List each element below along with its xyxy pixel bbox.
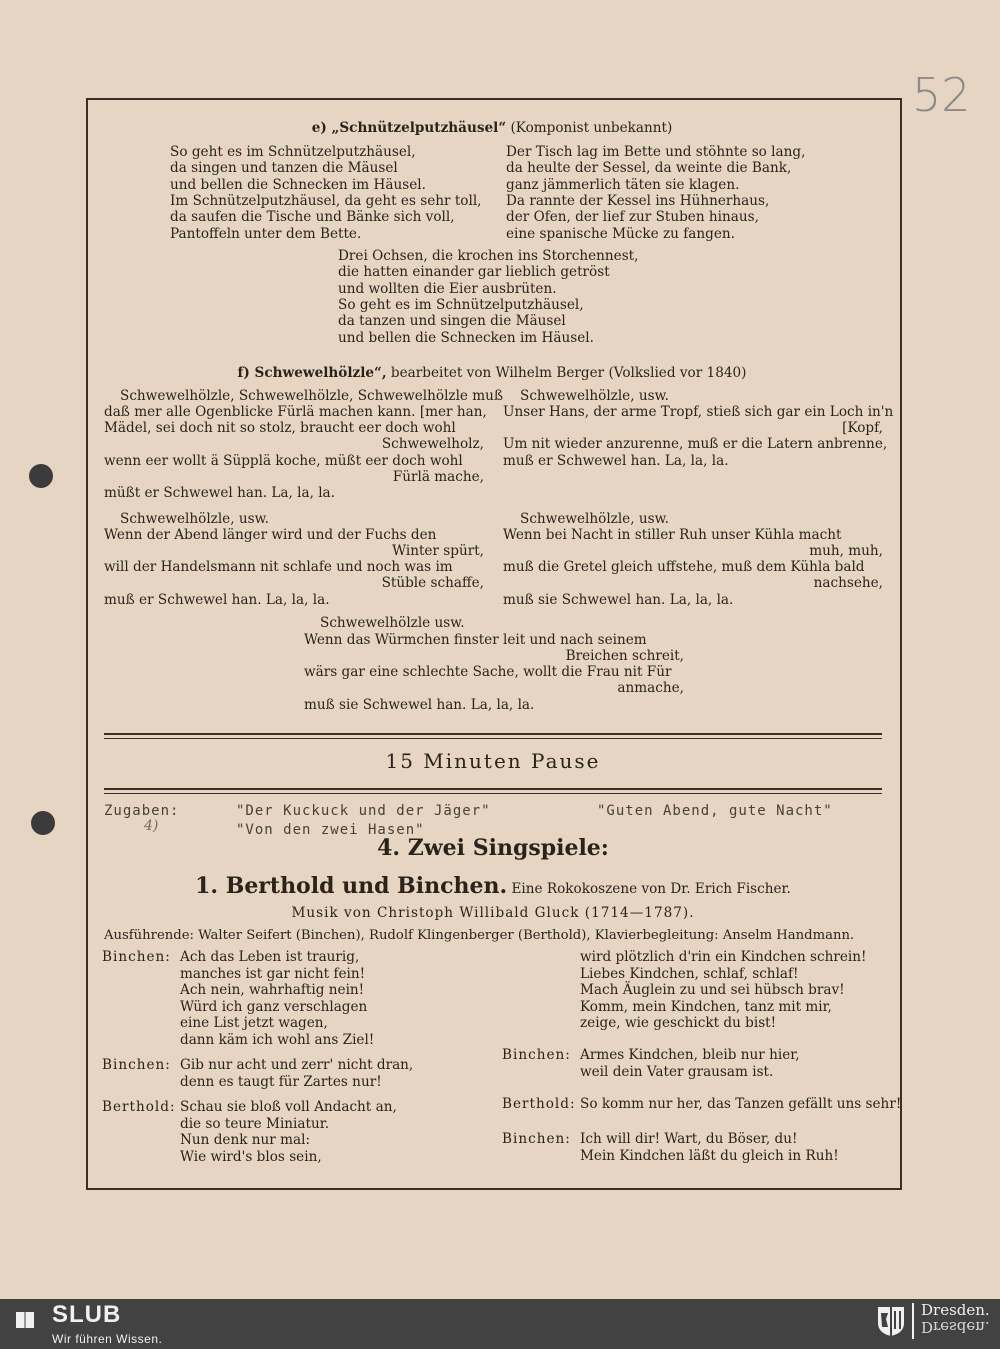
music-credit: Musik von Christoph Willibald Gluck (1714—1787). [291,905,695,921]
dialogue-line: So komm nur her, das Tanzen gefällt uns sehr! [580,1096,902,1112]
f-verse2-line: [Kopf, [842,420,883,436]
f-verse4-line: Schwewelhölzle, usw. [520,511,669,527]
dialogue-line: Liebes Kindchen, schlaf, schlaf! [580,965,799,982]
f-verse3-line: Schwewelhölzle, usw. [120,511,269,527]
slub-tagline: Wir führen Wissen. [52,1332,163,1346]
verse-line: und bellen die Schnecken im Häusel. [338,329,594,346]
verse-line: So geht es im Schnützelputzhäusel, [338,296,584,313]
verse-line: da singen und tanzen die Mäusel [170,160,398,177]
f-verse5-line: Wenn das Würmchen finster leit und nach seinem [304,632,647,648]
piece-title: 1. Berthold und Binchen. [195,873,508,899]
dialogue-line: weil dein Vater grausam ist. [580,1063,774,1080]
dialogue-line: Armes Kindchen, bleib nur hier, [580,1047,800,1063]
f-verse1-line: daß mer alle Ogenblicke Fürlä machen kann. [mer han, [104,404,487,420]
f-verse3-line: Stüble schaffe, [381,575,484,591]
piece-subtitle: Eine Rokokoszene von Dr. Erich Fischer. [511,881,791,897]
dresden-coat-of-arms-icon [876,1305,906,1337]
f-verse5-line: muß sie Schwewel han. La, la, la. [304,697,535,713]
f-verse2-line: Unser Hans, der arme Tropf, stieß sich gar ein Loch in'n [503,404,894,420]
verse-line: Der Tisch lag im Bette und stöhnte so lang, [506,144,806,160]
verse-line: da tanzen und singen die Mäusel [338,313,566,330]
verse-line: da heulte der Sessel, da weinte die Bank, [506,160,792,177]
verse-line: Da rannte der Kessel ins Hühnerhaus, [506,192,770,209]
dialogue-line: die so teure Miniatur. [180,1115,330,1132]
dialogue-line: Mein Kindchen läßt du gleich in Ruh! [580,1147,839,1164]
f-verse3-line: muß er Schwewel han. La, la, la. [104,592,330,608]
dialogue-line: Wie wird's blos sein, [180,1148,322,1165]
f-verse2-line: Schwewelhölzle, usw. [520,388,669,404]
speaker-label: Binchen: [102,1057,171,1073]
f-verse4-line: muß die Gretel gleich uffstehe, muß dem Kühla bald [503,559,865,575]
section-e-subtitle: (Komponist unbekannt) [510,120,673,136]
section-f-title: f) Schwewelhölzle“, [237,365,387,381]
f-verse1-line: müßt er Schwewel han. La, la, la. [104,485,335,501]
f-verse3-line: Winter spürt, [392,543,484,559]
speaker-label: Berthold: [502,1096,576,1112]
verse-line: ganz jämmerlich täten sie klagen. [506,176,740,193]
verse-line: und bellen die Schnecken im Häusel. [170,176,426,193]
dialogue-line: eine List jetzt wagen, [180,1015,328,1032]
f-verse4-line: Wenn bei Nacht in stiller Ruh unser Kühla macht [503,527,842,543]
book-icon [14,1309,36,1331]
f-verse2-line: Um nit wieder anzurenne, muß er die Latern anbrenne, [503,436,888,452]
section-e-heading [104,120,880,136]
speaker-label: Berthold: [102,1099,176,1115]
zugabe-item: "Von den zwei Hasen" [236,822,425,838]
dialogue-line: Schau sie bloß voll Andacht an, [180,1099,397,1115]
verse-line: Drei Ochsen, die krochen ins Storchennest, [338,248,639,264]
dialogue-line: Mach Äuglein zu und sei hübsch brav! [580,982,845,999]
f-verse1-line: wenn eer wollt ä Süpplä koche, müßt eer doch wohl [104,453,463,469]
slub-brand: SLUB [52,1301,122,1328]
verse-line: Pantoffeln unter dem Bette. [170,225,362,242]
section-e-title: e) „Schnützelputzhäusel“ [311,120,507,136]
piece-heading [104,872,882,900]
dialogue-line: wird plötzlich d'rin ein Kindchen schrein! [580,949,867,965]
divider-top [104,733,882,739]
speaker-label: Binchen: [502,1047,571,1063]
dialogue-line: Ich will dir! Wart, du Böser, du! [580,1131,798,1147]
dialogue-line: Komm, mein Kindchen, tanz mit mir, [580,998,832,1015]
page-number: 52 [912,68,971,122]
dialogue-line: Würd ich ganz verschlagen [180,998,368,1015]
f-verse1-line: Fürlä mache, [392,469,484,485]
verse-line: die hatten einander gar lieblich getröst [338,264,610,281]
verse-line: und wollten die Eier ausbrüten. [338,280,557,297]
footer-bar [0,1299,1000,1349]
dialogue-line: Gib nur acht und zerr' nicht dran, [180,1057,414,1073]
verse-line: da saufen die Tische und Bänke sich voll, [170,209,455,226]
section-f-subtitle: bearbeitet von Wilhelm Berger (Volkslied vor 1840) [390,365,747,381]
performers: Ausführende: Walter Seifert (Binchen), Rudolf Klingenberger (Berthold), Klavierbegleitung: Anselm Handmann. [104,928,855,943]
verse-line: So geht es im Schnützelputzhäusel, [170,144,416,160]
dialogue-line: manches ist gar nicht fein! [180,965,366,982]
f-verse4-line: muh, muh, [809,543,883,559]
punch-hole [29,464,53,488]
punch-hole [31,811,55,835]
f-verse1-line: Mädel, sei doch nit so stolz, braucht eer doch wohl [104,420,456,436]
f-verse4-line: muß sie Schwewel han. La, la, la. [503,592,734,608]
f-verse5-line: anmache, [617,680,684,696]
zugaben-label: Zugaben: [104,803,180,819]
f-verse5-line: Schwewelhölzle usw. [320,615,465,631]
verse-line: der Ofen, der lief zur Stuben hinaus, [506,209,759,226]
zugabe-item: "Guten Abend, gute Nacht" [597,803,833,819]
f-verse1-line: Schwewelhölzle, Schwewelhölzle, Schwewelhölzle muß [120,388,504,404]
dresden-wordmark: Dresden. [921,1301,990,1319]
f-verse3-line: Wenn der Abend länger wird und der Fuchs den [104,527,437,543]
dialogue-line: denn es taugt für Zartes nur! [180,1073,382,1090]
divider-bottom [104,788,882,794]
dresden-wordmark-mirror: Dresden. [921,1318,990,1336]
section-4-title: 4. Zwei Singspiele: [377,835,609,861]
f-verse5-line: wärs gar eine schlechte Sache, wollt die Frau nit Für [304,664,672,680]
f-verse3-line: will der Handelsmann nit schlafe und noch was im [104,559,453,575]
dialogue-line: Ach nein, wahrhaftig nein! [180,982,365,999]
f-verse2-line: muß er Schwewel han. La, la, la. [503,453,729,469]
f-verse5-line: Breichen schreit, [565,648,684,664]
dialogue-line: Ach das Leben ist traurig, [180,949,360,965]
divider [912,1303,914,1339]
speaker-label: Binchen: [502,1131,571,1147]
speaker-label: Binchen: [102,949,171,965]
dialogue-line: zeige, wie geschickt du bist! [580,1015,777,1032]
f-verse4-line: nachsehe, [813,575,883,591]
dialogue-line: Nun denk nur mal: [180,1132,311,1149]
f-verse1-line: Schwewelholz, [381,436,484,452]
pause-heading: 15 Minuten Pause [385,749,601,773]
zugabe-item: "Der Kuckuck und der Jäger" [236,803,491,819]
section-f-heading [104,365,880,381]
handwritten-note: 4) [144,818,159,834]
verse-line: eine spanische Mücke zu fangen. [506,225,735,242]
dialogue-line: dann käm ich wohl ans Ziel! [180,1032,375,1048]
verse-line: Im Schnützelputzhäusel, da geht es sehr toll, [170,192,482,209]
